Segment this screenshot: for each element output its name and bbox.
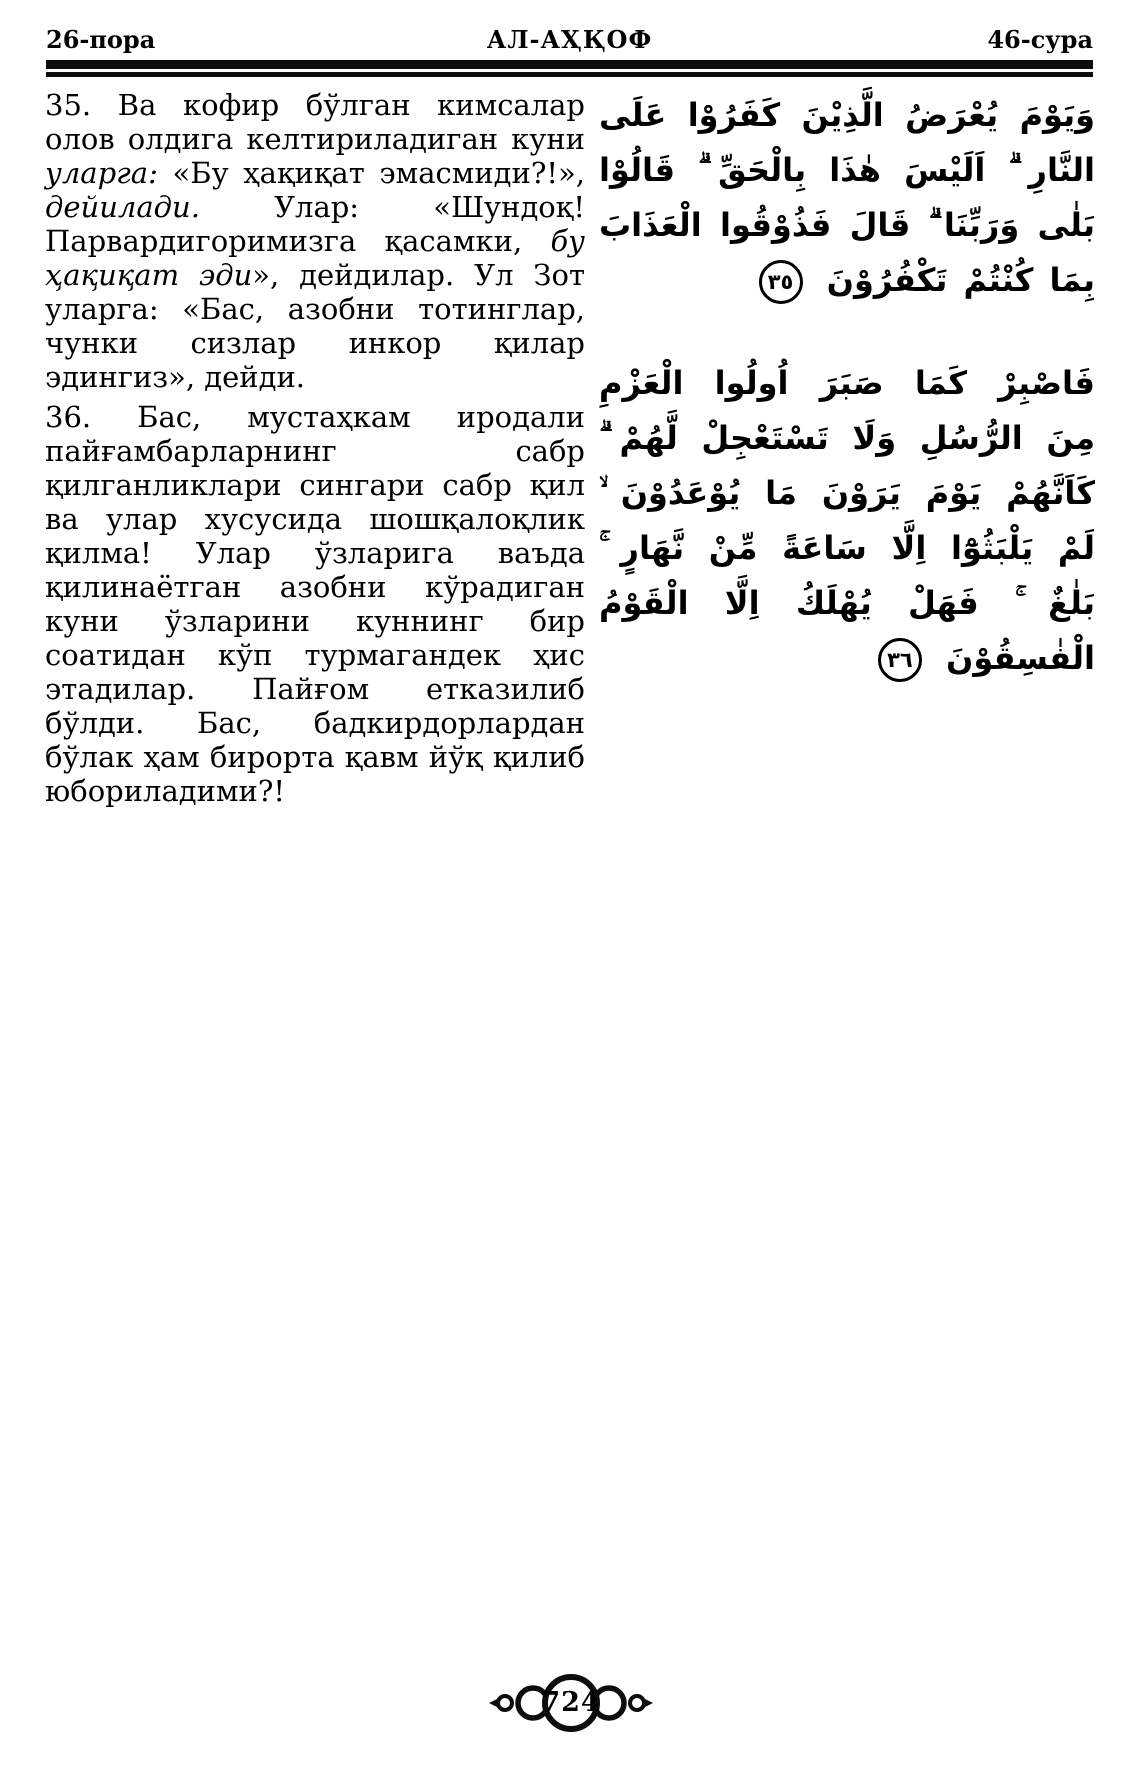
header-double-rule [46,60,1093,77]
translation-segment: «Бу ҳақиқат эмасмиди?!», [157,156,585,190]
header-surah-title: АЛ-АҲҚОФ [486,25,653,54]
ayah-number-badge: ٣٥ [759,260,803,304]
translation-column [45,88,585,814]
arabic-verse [599,88,1095,308]
translation-segment: », дейдилар. Ул Зот уларга: «Бас, азобни тотинглар, чунки сизлар инкор қилар эдингиз», дейди. [45,258,585,394]
translation-segment: 35. Ва кофир бўлган кимсалар олов олдига келтириладиган куни [45,88,585,156]
translation-paragraph [45,88,585,394]
arabic-column [599,88,1095,814]
arabic-verse [599,356,1095,686]
header-surah-number: 46-сура [987,25,1093,54]
page-header [46,26,1093,54]
page-number: 724 [541,1687,601,1718]
translation-italic-segment: дейилади. [45,190,200,224]
page-number-ornament [485,1672,657,1734]
translation-italic-segment: бу ҳақиқат эди [45,224,585,292]
arabic-verse-text: فَاصْبِرْ كَمَا صَبَرَ اُولُوا الْعَزْمِ مِنَ الرُّسُلِ وَلَا تَسْتَعْجِلْ لَّهُمْ ۗ كَاَنَّهُمْ يَوْمَ يَرَوْنَ مَا يُوْعَدُوْنَ ۙ لَمْ يَلْبَثُوْٓا اِلَّا سَاعَةً مِّنْ نَّهَارٍ ۚ بَلٰغٌ ۚ فَهَلْ يُهْلَكُ اِلَّا الْقَوْمُ الْفٰسِقُوْنَ [599,364,1096,677]
translation-paragraph [45,400,585,808]
translation-italic-segment: уларга: [45,156,158,190]
header-juz-label: 26-пора [46,25,156,54]
ayah-number-badge: ٣٦ [878,638,922,682]
translation-segment: Улар: «Шундоқ! Парвардигоримизга қасамки, [45,190,585,258]
arabic-verse-text: وَيَوْمَ يُعْرَضُ الَّذِيْنَ كَفَرُوْا عَلَى النَّارِ ۗ اَلَيْسَ هٰذَا بِالْحَقِّ ۗ قَالُوْا بَلٰى وَرَبِّنَا ۗ قَالَ فَذُوْقُوا الْعَذَابَ بِمَا كُنْتُمْ تَكْفُرُوْنَ [599,96,1096,299]
translation-segment: 36. Бас, мустаҳкам иродали пайғамбарларнинг сабр қилганликлари сингари сабр қил ва улар хусусида шошқалоқлик қилма! Улар ўзларига ваъда қилинаётган азобни кўрадиган куни ўзларини куннинг бир соатидан кўп турмагандек ҳис этадилар. Пайғом етказилиб бўлди. Бас, бадкирдорлардан бўлак ҳам бирорта қавм йўқ қилиб юбориладими?! [45,400,585,808]
page-content [45,88,1095,814]
